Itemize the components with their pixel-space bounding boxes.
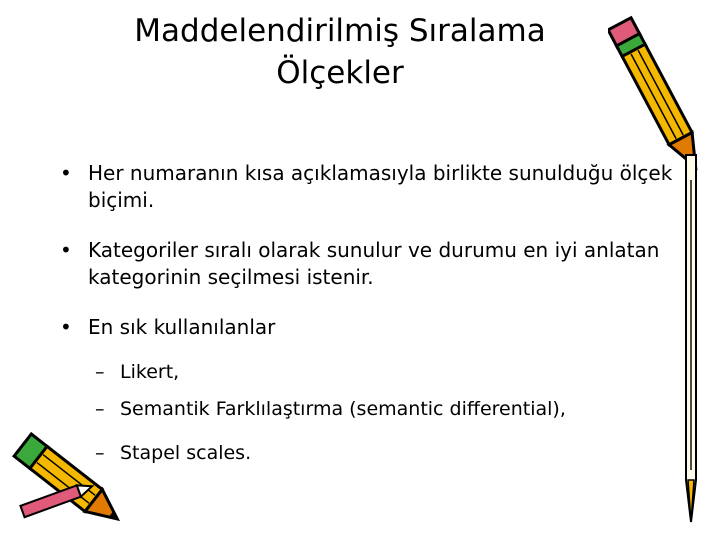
bullet-text: Her numaranın kısa açıklamasıyla birlikte sunulduğu ölçek biçimi. bbox=[88, 161, 673, 212]
sub-item-text: Stapel scales. bbox=[120, 442, 252, 464]
title-line-2: Ölçekler bbox=[276, 55, 404, 91]
sub-item-marker: – bbox=[95, 398, 105, 420]
sub-item-text: Semantik Farklılaştırma (semantic differential), bbox=[120, 398, 566, 420]
bullet-text: Kategoriler sıralı olarak sunulur ve durumu en iyi anlatan kategorinin seçilmesi istenir. bbox=[88, 238, 660, 289]
vertical-pencil-icon bbox=[676, 150, 706, 530]
title-line-1: Maddelendirilmiş Sıralama bbox=[134, 13, 546, 49]
bullet-marker: • bbox=[60, 238, 72, 262]
pencil-clipart-bottom-icon bbox=[0, 430, 140, 535]
bullet-text: En sık kullanılanlar bbox=[88, 315, 276, 339]
slide-title bbox=[80, 10, 600, 94]
sub-item-text: Likert, bbox=[120, 361, 180, 383]
bullet-marker: • bbox=[60, 161, 72, 185]
sub-item-marker: – bbox=[95, 442, 105, 464]
bullet-marker: • bbox=[60, 315, 72, 339]
sub-item-marker: – bbox=[95, 361, 105, 383]
